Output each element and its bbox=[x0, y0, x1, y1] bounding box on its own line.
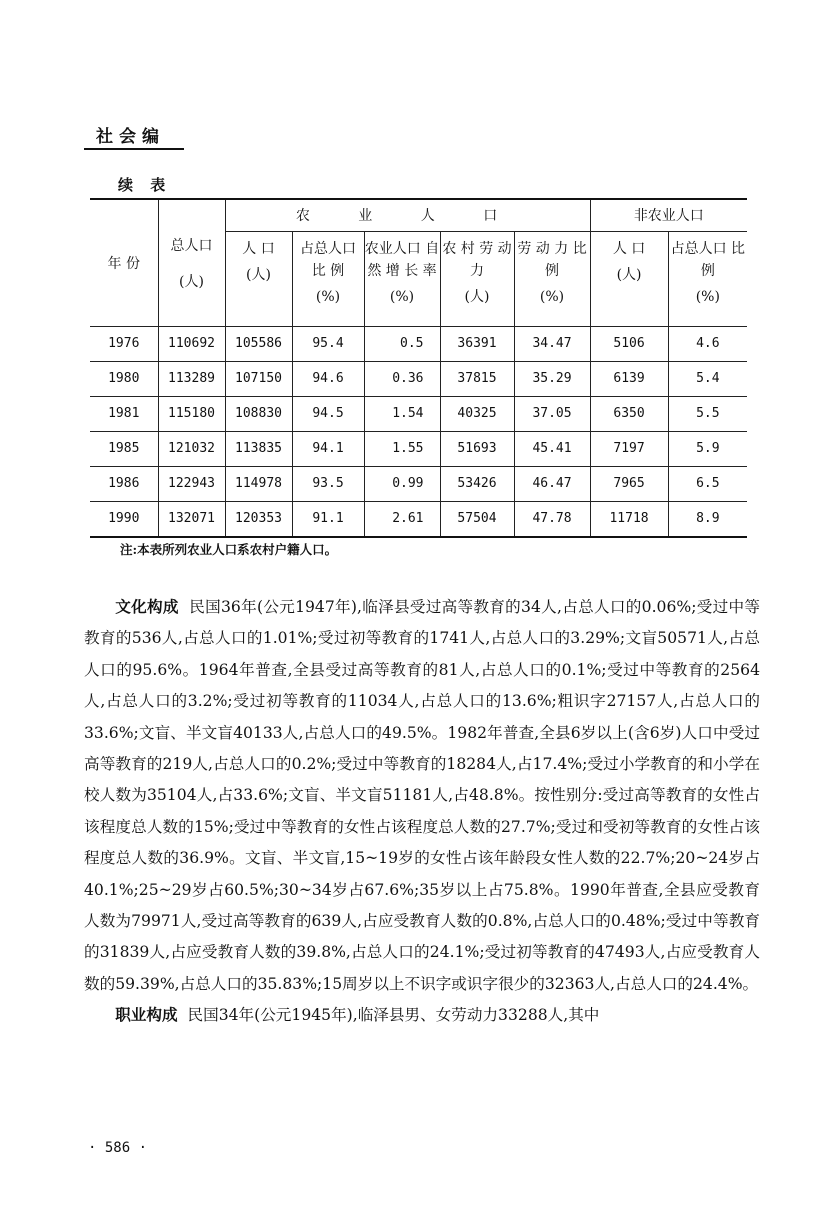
agri-pop-cell: 114978 bbox=[225, 466, 292, 501]
nonagri-pop-cell: 5106 bbox=[590, 326, 668, 361]
paragraph-term: 职业构成 bbox=[115, 1006, 178, 1025]
table-row bbox=[90, 431, 747, 466]
nonagri-pct-cell: 5.4 bbox=[668, 361, 747, 396]
col-label: 农业人口 自 然 增 长 率 bbox=[364, 240, 440, 279]
labor-pct-cell: 46.47 bbox=[514, 466, 590, 501]
rural-labor-cell: 53426 bbox=[440, 466, 514, 501]
section-header: 社会编 bbox=[96, 127, 165, 147]
agri-col-header bbox=[364, 231, 440, 326]
year-header: 年 份 bbox=[90, 199, 158, 326]
nonagri-pop-cell: 6139 bbox=[590, 361, 668, 396]
agri-growth-cell: 1.54 bbox=[364, 396, 440, 431]
agri-group-header: 农 业 人 口 bbox=[225, 199, 590, 231]
year-cell: 1980 bbox=[90, 361, 158, 396]
total-header bbox=[158, 199, 225, 326]
agri-pop-cell: 108830 bbox=[225, 396, 292, 431]
col-label: 人 口 bbox=[242, 240, 275, 257]
table-row bbox=[90, 361, 747, 396]
agri-pop-cell: 120353 bbox=[225, 501, 292, 537]
agri-growth-cell: 2.61 bbox=[364, 501, 440, 537]
year-cell: 1990 bbox=[90, 501, 158, 537]
nonagri-pop-cell: 7965 bbox=[590, 466, 668, 501]
population-table bbox=[90, 198, 747, 538]
table-continued-label: 续 表 bbox=[118, 176, 172, 194]
nonagri-pct-cell: 4.6 bbox=[668, 326, 747, 361]
year-cell: 1986 bbox=[90, 466, 158, 501]
labor-pct-cell: 47.78 bbox=[514, 501, 590, 537]
paragraph-text: 民国34年(公元1945年),临泽县男、女劳动力33288人,其中 bbox=[187, 1006, 600, 1025]
agri-col-header bbox=[225, 231, 292, 326]
agri-pct-cell: 94.6 bbox=[292, 361, 364, 396]
nonagri-pct-cell: 5.9 bbox=[668, 431, 747, 466]
nonagri-col-header bbox=[668, 231, 747, 326]
total-cell: 113289 bbox=[158, 361, 225, 396]
agri-growth-cell: 0.99 bbox=[364, 466, 440, 501]
paragraph-text: 民国36年(公元1947年),临泽县受过高等教育的34人,占总人口的0.06%;受过中等教育的536人,占总人口的1.01%;受过初等教育的1741人,占总人口的3.29%;文盲50571人,占总人口的95.6%。1964年普查,全县受过高等教育的81人,占总人口的0.1%;受过中等教育的2564人,占总人口的3.2%;受过初等教育的11034人,占总人口的13.6%;粗识字27157人,占总人口的33.6%;文盲、半文盲40133人,占总人口的49.5%。1982年普查,全县6岁以上(含6岁)人口中受过高等教育的219人,占总人口的0.2%;受过中等教育的18284人,占17.4%;受过小学教育的和小学在校人数为35104人,占33.6%;文盲、半文盲51181人,占48.8%。按性别分:受过高等教育的女性占该程度总人数的15%;受过中等教育的女性占该程度总人数的27.7%;受过和受初等教育的女性占该程度总人数的36.9%。文盲、半文盲,15~19岁的女性占该年龄段女性人数的22.7%;20~24岁占40.1%;25~29岁占60.5%;30~34岁占67.6%;35岁以上占75.8%。1990年普查,全县应受教育人数为79971人,受过高等教育的639人,占应受教育人数的0.8%,占总人口的0.48%;受过中等教育的31839人,占应受教育人数的39.8%,占总人口的24.1%;受过初等教育的47493人,占应受教育人数的59.39%,占总人口的35.83%;15周岁以上不识字或识字很少的32363人,占总人口的24.4%。 bbox=[84, 598, 760, 993]
table-row bbox=[90, 466, 747, 501]
agri-col-header bbox=[514, 231, 590, 326]
nonagri-pct-cell: 5.5 bbox=[668, 396, 747, 431]
col-label: 人 口 bbox=[612, 240, 646, 257]
year-cell: 1985 bbox=[90, 431, 158, 466]
agri-pop-cell: 105586 bbox=[225, 326, 292, 361]
table-row bbox=[90, 396, 747, 431]
col-label: 占总人口 比 例 bbox=[300, 240, 356, 279]
nonagri-pct-cell: 8.9 bbox=[668, 501, 747, 537]
page-number: · 586 · bbox=[88, 1140, 148, 1156]
rural-labor-cell: 40325 bbox=[440, 396, 514, 431]
table-note: 注:本表所列农业人口系农村户籍人口。 bbox=[120, 542, 338, 557]
paragraph-term: 文化构成 bbox=[115, 598, 179, 616]
agri-col-header bbox=[440, 231, 514, 326]
col-unit: (%) bbox=[389, 288, 415, 305]
col-label: 农 村 劳 动 力 bbox=[442, 240, 512, 279]
nonagri-pop-cell: 7197 bbox=[590, 431, 668, 466]
nonagri-col-header bbox=[590, 231, 668, 326]
col-unit: (%) bbox=[315, 288, 341, 305]
labor-pct-cell: 45.41 bbox=[514, 431, 590, 466]
nonagri-group-header: 非农业人口 bbox=[590, 199, 747, 231]
col-unit: (%) bbox=[695, 288, 720, 305]
agri-growth-cell: 0.5 bbox=[364, 326, 440, 361]
table-body bbox=[90, 326, 747, 537]
total-cell: 110692 bbox=[158, 326, 225, 361]
nonagri-pct-cell: 6.5 bbox=[668, 466, 747, 501]
labor-pct-cell: 35.29 bbox=[514, 361, 590, 396]
year-cell: 1976 bbox=[90, 326, 158, 361]
total-cell: 115180 bbox=[158, 396, 225, 431]
rural-labor-cell: 36391 bbox=[440, 326, 514, 361]
total-cell: 121032 bbox=[158, 431, 225, 466]
agri-pct-cell: 95.4 bbox=[292, 326, 364, 361]
paragraph bbox=[84, 592, 760, 1000]
col-unit: (人) bbox=[464, 288, 490, 305]
body-text bbox=[84, 592, 760, 1032]
labor-pct-cell: 37.05 bbox=[514, 396, 590, 431]
col-unit: (人) bbox=[616, 266, 642, 283]
table-row bbox=[90, 326, 747, 361]
agri-pct-cell: 91.1 bbox=[292, 501, 364, 537]
agri-col-header bbox=[292, 231, 364, 326]
total-cell: 132071 bbox=[158, 501, 225, 537]
nonagri-pop-cell: 11718 bbox=[590, 501, 668, 537]
rural-labor-cell: 37815 bbox=[440, 361, 514, 396]
agri-growth-cell: 1.55 bbox=[364, 431, 440, 466]
agri-pop-cell: 113835 bbox=[225, 431, 292, 466]
agri-pop-cell: 107150 bbox=[225, 361, 292, 396]
rural-labor-cell: 51693 bbox=[440, 431, 514, 466]
agri-pct-cell: 93.5 bbox=[292, 466, 364, 501]
rural-labor-cell: 57504 bbox=[440, 501, 514, 537]
agri-pct-cell: 94.1 bbox=[292, 431, 364, 466]
col-unit: (%) bbox=[539, 288, 565, 305]
total-header-unit: (人) bbox=[179, 273, 204, 290]
agri-growth-cell: 0.36 bbox=[364, 361, 440, 396]
labor-pct-cell: 34.47 bbox=[514, 326, 590, 361]
col-label: 占总人口 比 例 bbox=[670, 240, 746, 279]
agri-pct-cell: 94.5 bbox=[292, 396, 364, 431]
table-row bbox=[90, 501, 747, 537]
paragraph bbox=[84, 1000, 760, 1031]
header-rule bbox=[84, 148, 184, 150]
col-label: 劳 动 力 比 例 bbox=[517, 240, 587, 279]
total-header-label: 总人口 bbox=[170, 237, 213, 254]
nonagri-pop-cell: 6350 bbox=[590, 396, 668, 431]
total-cell: 122943 bbox=[158, 466, 225, 501]
year-cell: 1981 bbox=[90, 396, 158, 431]
col-unit: (人) bbox=[246, 266, 271, 283]
